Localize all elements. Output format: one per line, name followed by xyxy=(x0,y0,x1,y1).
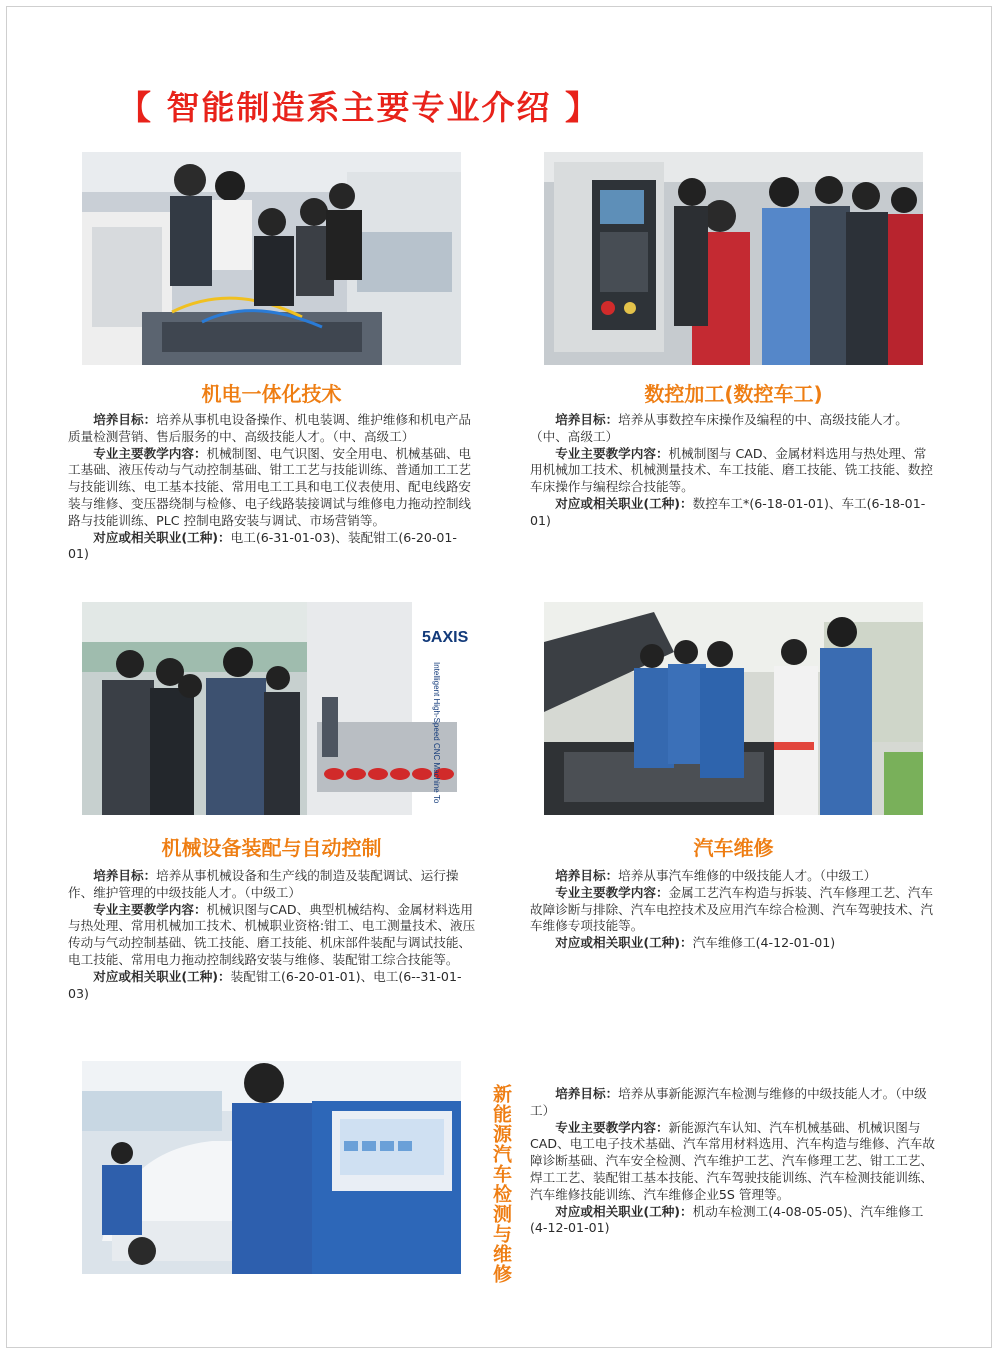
content-label: 专业主要教学内容： xyxy=(93,445,207,461)
photo-new-energy-vehicle xyxy=(82,1061,461,1274)
major-desc-mechanical-assembly xyxy=(68,868,476,1002)
content-label: 专业主要教学内容： xyxy=(555,445,669,461)
jobs-paragraph xyxy=(530,1204,938,1238)
jobs-label: 对应或相关职业(工种)： xyxy=(555,935,693,951)
page-title: 【 智能制造系主要专业介绍 】 xyxy=(118,88,600,127)
content-label: 专业主要教学内容： xyxy=(555,884,669,900)
jobs-text: 机动车检测工(4-08-05-05)、汽车维修工(4-12-01-01) xyxy=(530,1203,924,1236)
photo-auto-repair xyxy=(544,602,923,815)
jobs-text: 装配钳工(6-20-01-01)、电工(6--31-01-03) xyxy=(68,968,462,1001)
jobs-label: 对应或相关职业(工种)： xyxy=(555,1203,693,1219)
goal-paragraph xyxy=(530,412,938,446)
jobs-label: 对应或相关职业(工种)： xyxy=(93,968,231,984)
goal-label: 培养目标： xyxy=(555,1086,619,1101)
major-title-cnc-turning: 数控加工(数控车工) xyxy=(644,382,823,406)
jobs-text: 汽车维修工(4-12-01-01) xyxy=(692,935,836,951)
jobs-paragraph xyxy=(530,935,938,952)
goal-paragraph xyxy=(68,412,476,446)
photo-cnc-control xyxy=(544,152,923,365)
goal-label: 培养目标： xyxy=(93,412,157,427)
goal-text: 培养从事新能源汽车检测与维修的中级技能人才。（中级工） xyxy=(530,1086,927,1118)
major-title-mechanical-assembly: 机械设备装配与自动控制 xyxy=(161,836,382,860)
major-desc-mechatronics xyxy=(68,412,476,563)
major-title-new-energy: 新能源汽车检测与维修 xyxy=(490,1084,512,1284)
content-label: 专业主要教学内容： xyxy=(555,1119,669,1135)
goal-text: 培养从事机械设备和生产线的制造及装配调试、运行操作、维护管理的中级技能人才。（中级工） xyxy=(68,868,459,900)
goal-label: 培养目标： xyxy=(93,868,157,883)
goal-paragraph xyxy=(68,868,476,902)
major-title-mechatronics: 机电一体化技术 xyxy=(201,382,342,406)
goal-text: 培养从事机电设备操作、机电装调、维护维修和机电产品质量检测营销、售后服务的中、高级技能人才。（中、高级工） xyxy=(68,412,471,444)
jobs-label: 对应或相关职业(工种)： xyxy=(93,529,231,545)
jobs-paragraph xyxy=(530,496,938,530)
goal-text: 培养从事汽车维修的中级技能人才。（中级工） xyxy=(618,868,877,883)
major-desc-new-energy xyxy=(530,1086,938,1237)
goal-label: 培养目标： xyxy=(555,868,619,883)
content-text: 机械识图与CAD、典型机械结构、金属材料选用与热处理、常用机械加工技术、机械职业资格:钳工、电工测量技术、液压传动与气动控制基础、铣工技能、磨工技能、机床部件装配与调试技能、电工技能、常用电力拖动控制线路安装与维修、装配钳工综合技能等。 xyxy=(68,901,476,967)
goal-paragraph xyxy=(530,868,938,885)
content-text: 机械制图与 CAD、金属材料选用与热处理、常用机械加工技术、机械测量技术、车工技能、磨工技能、铣工技能、数控车床操作与编程综合技能等。 xyxy=(530,445,933,495)
jobs-label: 对应或相关职业(工种)： xyxy=(555,495,693,511)
major-desc-cnc-turning xyxy=(530,412,938,530)
jobs-text: 数控车工*(6-18-01-01)、车工(6-18-01-01) xyxy=(530,495,926,528)
content-text: 金属工艺汽车构造与拆装、汽车修理工艺、汽车故障诊断与排除、汽车电控技术及应用汽车综合检测、汽车驾驶技术、汽车维修专项技能等。 xyxy=(530,884,933,934)
major-title-auto-repair: 汽车维修 xyxy=(693,836,774,860)
goal-paragraph xyxy=(530,1086,938,1120)
content-paragraph xyxy=(68,902,476,969)
photo-mechatronics-lab xyxy=(82,152,461,365)
jobs-paragraph xyxy=(68,530,476,564)
jobs-paragraph xyxy=(68,969,476,1003)
content-text: 新能源汽车认知、汽车机械基础、机械识图与CAD、电工电子技术基础、汽车常用材料选用、汽车构造与维修、汽车故障诊断基础、汽车安全检测、汽车维护工艺、汽车修理工艺、钳工工艺、焊工工艺、装配钳工基本技能、汽车驾驶技能训练、汽车检测技能训练、汽车维修技能训练、汽车维修企业5S 管理等。 xyxy=(530,1119,935,1202)
content-paragraph xyxy=(68,446,476,530)
content-text: 机械制图、电气识图、安全用电、机械基础、电工基础、液压传动与气动控制基础、钳工工艺与技能训练、普通加工工艺与技能训练、电工基本技能、常用电工工具和电工仪表使用、配电线路安装与维修、变压器绕制与检修、电子线路装接调试与维修电力拖动控制线路与技能训练、PLC 控制电路安装与调试、市场营销等。 xyxy=(68,445,471,528)
content-paragraph xyxy=(530,885,938,935)
photo-5axis-machine xyxy=(82,602,469,815)
content-paragraph xyxy=(530,446,938,496)
goal-text: 培养从事数控车床操作及编程的中、高级技能人才。（中、高级工） xyxy=(530,412,908,444)
machine-caption-text: Intelligent High-Speed CNC Machine To xyxy=(432,662,441,804)
machine-brand-text: 5AXIS xyxy=(422,629,469,646)
jobs-text: 电工(6-31-01-03)、装配钳工(6-20-01-01) xyxy=(68,529,457,562)
content-label: 专业主要教学内容： xyxy=(93,901,207,917)
goal-label: 培养目标： xyxy=(555,412,619,427)
major-desc-auto-repair xyxy=(530,868,938,952)
content-paragraph xyxy=(530,1120,938,1204)
